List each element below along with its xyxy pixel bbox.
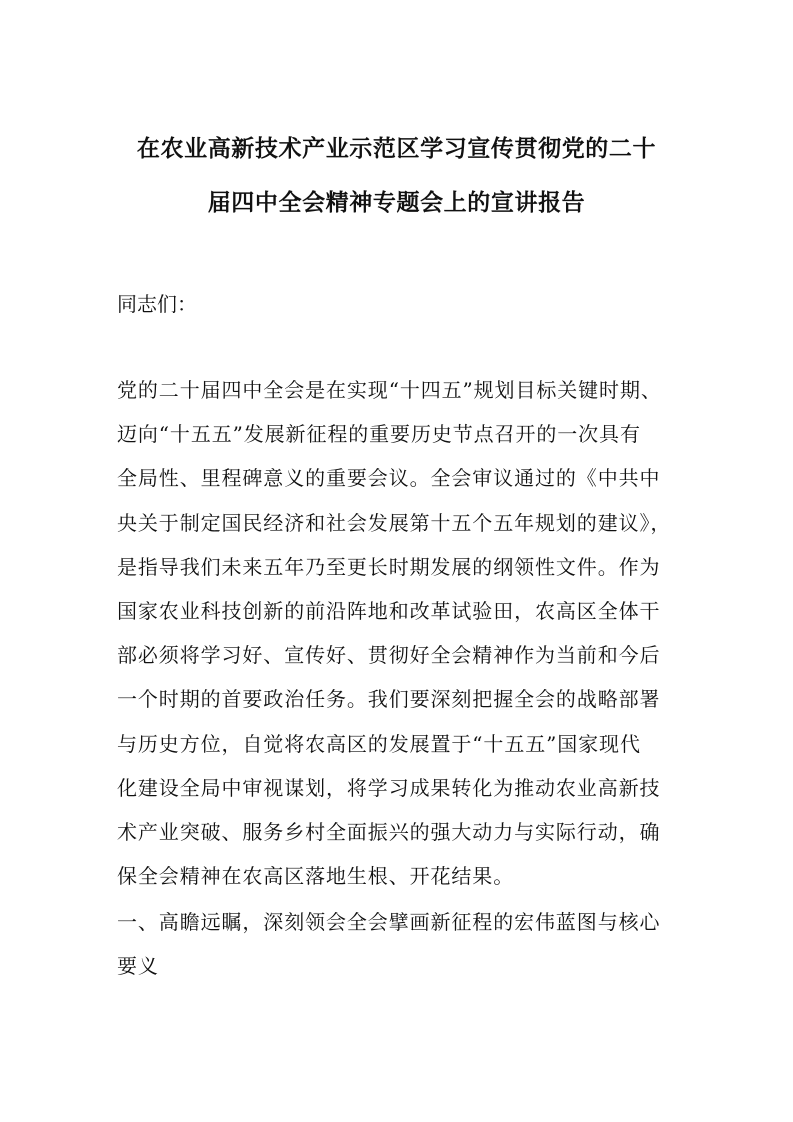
paragraph-line: 保全会精神在农高区落地生根、开花结果。: [117, 864, 515, 889]
paragraph-line: 与历史方位，自觉将农高区的发展置于“十五五”国家现代: [117, 731, 641, 756]
section-heading-1: [117, 900, 679, 988]
salutation: 同志们：: [117, 292, 197, 316]
paragraph-line: 一个时期的首要政治任务。我们要深刻把握全会的战略部署: [117, 687, 661, 712]
title-line: 届四中全会精神专题会上的宣讲报告: [207, 189, 586, 216]
section-heading-line: 一、高瞻远瞩，深刻领会全会擘画新征程的宏伟蓝图与核心: [117, 910, 661, 934]
intro-paragraph: [117, 368, 679, 898]
paragraph-line: 国家农业科技创新的前沿阵地和改革试验田，农高区全体干: [117, 599, 661, 624]
section-heading-line: 要义: [117, 954, 159, 978]
paragraph-line: 央关于制定国民经济和社会发展第十五个五年规划的建议》，: [117, 510, 672, 535]
title-line: 在农业高新技术产业示范区学习宣传贯彻党的二十: [136, 135, 657, 162]
paragraph-line: 部必须将学习好、宣传好、贯彻好全会精神作为当前和今后: [117, 643, 661, 668]
paragraph-line: 全局性、里程碑意义的重要会议。全会审议通过的《中共中: [117, 466, 661, 491]
paragraph-line: 化建设全局中审视谋划，将学习成果转化为推动农业高新技: [117, 775, 661, 800]
paragraph-line: 迈向“十五五”发展新征程的重要历史节点召开的一次具有: [117, 422, 641, 447]
document-title: [117, 122, 676, 230]
paragraph-line: 术产业突破、服务乡村全面振兴的强大动力与实际行动，确: [117, 820, 661, 845]
paragraph-line: 党的二十届四中全会是在实现“十四五”规划目标关键时期、: [117, 378, 662, 402]
paragraph-line: 是指导我们未来五年乃至更长时期发展的纲领性文件。作为: [117, 554, 661, 579]
